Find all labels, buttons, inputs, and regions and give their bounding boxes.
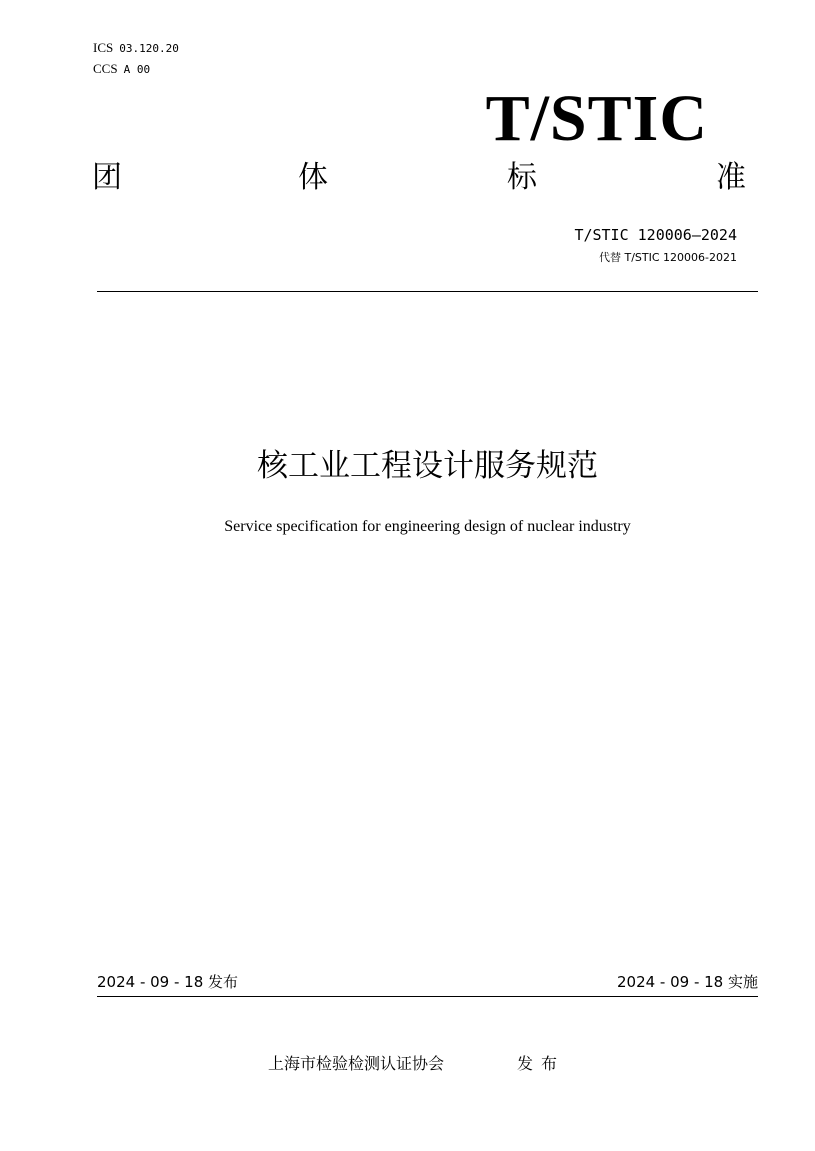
publisher-name: 上海市检验检测认证协会 [268, 1054, 445, 1073]
category-char-2: 体 [298, 160, 328, 195]
standard-logo: T/STIC [485, 82, 708, 155]
publish-label: 发布 [517, 1054, 566, 1073]
standard-code: T/STIC 120006—2024 [574, 226, 737, 244]
ics-value: 03.120.20 [119, 42, 179, 55]
bottom-divider [97, 996, 758, 997]
ics-label: ICS [93, 40, 114, 55]
category-char-4: 准 [716, 160, 746, 195]
replaces-code: 代替 T/STIC 120006-2021 [599, 251, 737, 264]
top-divider [97, 291, 758, 292]
ccs-row [93, 61, 150, 78]
category-char-3: 标 [507, 160, 537, 195]
ccs-value: A 00 [123, 63, 151, 76]
category-char-1: 团 [92, 160, 122, 195]
title-english: Service specification for engineering design of nuclear industry [224, 518, 631, 535]
implementation-date: 2024 - 09 - 18 实施 [616, 973, 758, 991]
issue-date: 2024 - 09 - 18 发布 [97, 973, 239, 991]
ics-row [93, 40, 179, 57]
title-chinese: 核工业工程设计服务规范 [257, 448, 598, 484]
ccs-label: CCS [93, 61, 118, 76]
